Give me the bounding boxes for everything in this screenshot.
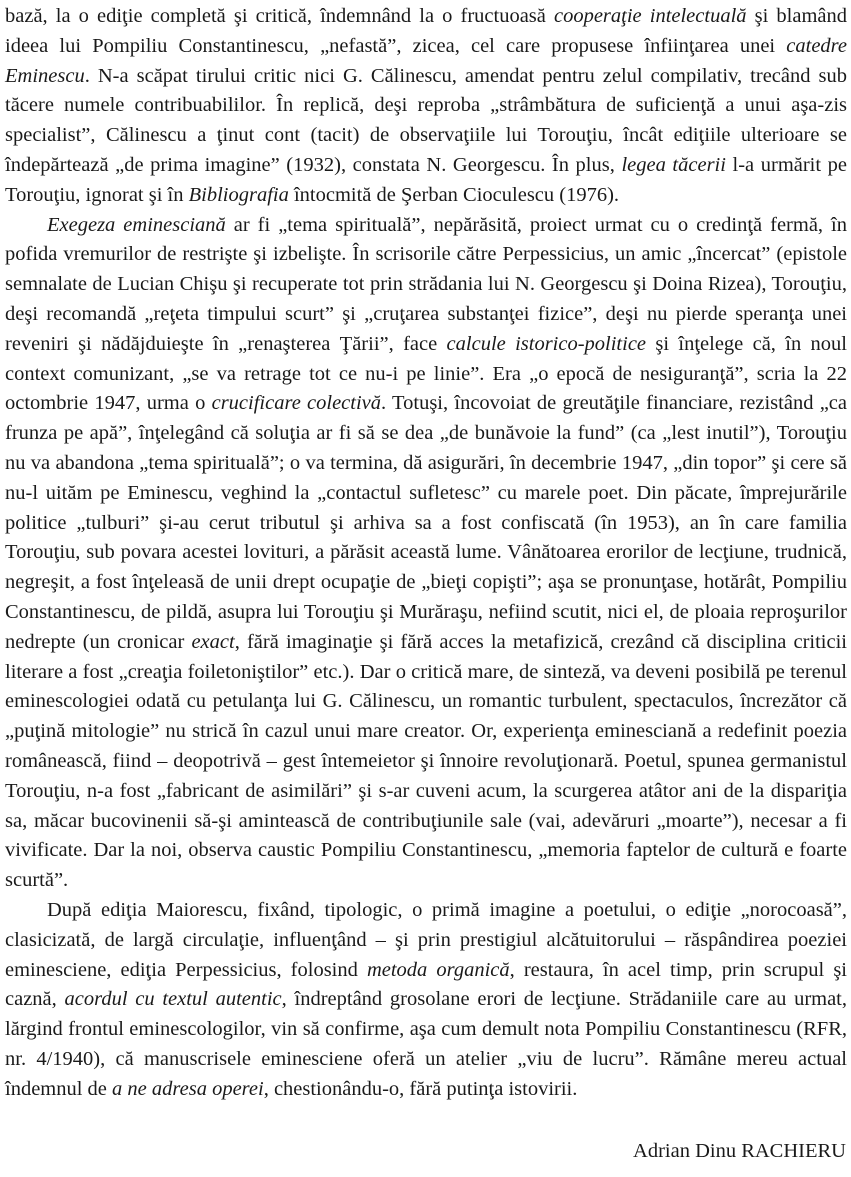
text-run: După ediţia Maiorescu, fixând, tipologic, o primă imagine a poetului, o ediţie „norocoasă”, clasicizată, de largă circulaţie, influenţând – şi prin prestigiul alcătuitorului – răspândirea poeziei eminesciene, ediţia Perpessicius, folosind	[5, 898, 847, 981]
paragraph-3	[5, 896, 847, 1105]
text-run: ar fi „tema spirituală”, nepărăsită, proiect urmat cu o credinţă fermă, în pofida vremurilor de restrişte şi izbelişte. În scrisorile către Perpessicius, un amic „încercat” (epistole semnalate de Lucian Chişu şi recuperate tot prin strădania lui N. Georgescu şi Doina Rizea), Torouţiu, deşi recomandă „reţeta timpului scurt” şi „cruţarea substanţei fizice”, deşi nu pierde speranţa unei reveniri şi nădăjduieşte în „renaşterea Ţării”, face	[5, 213, 847, 355]
italic-phrase: Bibliografia	[188, 183, 289, 206]
italic-phrase: a ne adresa operei	[112, 1077, 264, 1100]
italic-phrase: catedre Eminescu	[5, 34, 847, 87]
italic-phrase: acordul cu textul autentic	[64, 988, 282, 1011]
text-run: , restaura, în acel timp, prin scrupul şi caznă,	[5, 958, 847, 1011]
paragraph-1	[5, 2, 847, 211]
text-run: . Totuşi, încovoiat de greutăţile financiare, rezistând „ca frunza pe apă”, înţelegând că soluţia ar fi să se dea „de bunăvoie la fund” (ca „lest inutil”), Torouţiu nu va abandona „tema spirituală”; o va termina, dă asigurări, în decembrie 1947, „din topor” şi cere să nu-l uităm pe Eminescu, veghind la „contactul sufletesc” cu marele poet. Din păcate, împrejurările politice „tulburi” şi-au cerut tributul şi arhiva sa a fost confiscată (în 1953), an în care familia Torouţiu, sub povara acestei lovituri, a părăsit această lume. Vânătoarea erorilor de lecţiune, trudnică, negreşit, a fost înţeleasă de unii drept ocupaţie de „bieţi copişti”; aşa se pronunţase, hotărât, Pompiliu Constantinescu, de pildă, asupra lui Torouţiu şi Murăraşu, nefiind scutit, nici el, de ploaia reproşurilor nedrepte (un cronicar	[5, 392, 848, 653]
text-run: l-a urmărit pe Torouţiu, ignorat şi în	[5, 153, 848, 206]
text-run: . N-a scăpat tirului critic nici G. Călinescu, amendat pentru zelul compilativ, trecând sub tăcere numele contribuabililor. În replică, deşi reproba „strâmbătura de suficienţă a unui aşa-zis specialist”, Călinescu a ţinut cont (tacit) de observaţiile lui Torouţiu, încât ediţiile ulterioare se îndepărtează „de prima imagine” (1932), constata N. Georgescu. În plus,	[5, 64, 847, 176]
paragraph-2	[5, 211, 847, 896]
italic-phrase: calcule istorico-politice	[446, 332, 647, 355]
text-run: , chestionându-o, fără putinţa istovirii.	[263, 1077, 578, 1100]
text-run: întocmită de Şerban Cioculescu (1976).	[288, 183, 620, 206]
italic-phrase: metoda organică	[366, 958, 510, 981]
text-run: , fără imaginaţie şi fără acces la metafizică, crezând că disciplina criticii literare a fost „creaţia foiletoniştilor” etc.). Dar o critică mare, de sinteză, va deveni posibilă pe terenul eminescologiei odată cu petulanţa lui G. Călinescu, un romantic turbulent, spectaculos, încrezător că „puţină mitologie” nu strică în cazul unui mare creator. Or, experienţa eminesciană a redefinit poezia românească, fiind – deopotrivă – gest întemeietor şi înnoire revoluţionară. Poetul, spunea germanistul Torouţiu, n-a fost „fabricant de asimilări” şi s-ar cuveni acum, la scurgerea atâtor ani de la dispariţia sa, măcar bucovinenii să-şi amintească de contribuţiunile sale (vai, adevăruri „moarte”), necesar a fi vivificate. Dar la noi, observa caustic Pompiliu Constantinescu, „memoria faptelor de cultură e foarte scurtă”.	[5, 630, 847, 892]
italic-phrase: crucificare colectivă	[211, 392, 382, 415]
italic-phrase: legea tăcerii	[621, 153, 726, 176]
text-run: bază, la o ediţie completă şi critică, îndemnând la o fructuoasă	[5, 5, 554, 27]
text-run: şi blamând ideea lui Pompiliu Constantinescu, „nefastă”, zicea, cel care propusese înfiinţarea unei	[5, 5, 847, 57]
italic-phrase: cooperaţie intelectuală	[553, 5, 747, 27]
italic-phrase: Exegeza eminesciană	[47, 213, 226, 236]
text-run: , îndreptând grosolane erori de lecţiune. Strădaniile care au urmat, lărgind frontul eminescologilor, vin să confirme, aşa cum demult nota Pompiliu Constantinescu (RFR, nr. 4/1940), că manuscrisele eminesciene oferă un atelier „viu de lucru”. Rămâne mereu actual îndemnul de	[5, 988, 848, 1100]
author-signature: Adrian Dinu RACHIERU	[633, 1140, 846, 1162]
italic-phrase: exact	[191, 630, 235, 653]
text-run: şi înţelege că, în noul context comunizant, „se va retrage tot ce nu-i pe linie”. Era „o epocă de nesiguranţă”, scria la 22 octombrie 1947, urma o	[5, 332, 847, 415]
article-body	[5, 2, 847, 1104]
